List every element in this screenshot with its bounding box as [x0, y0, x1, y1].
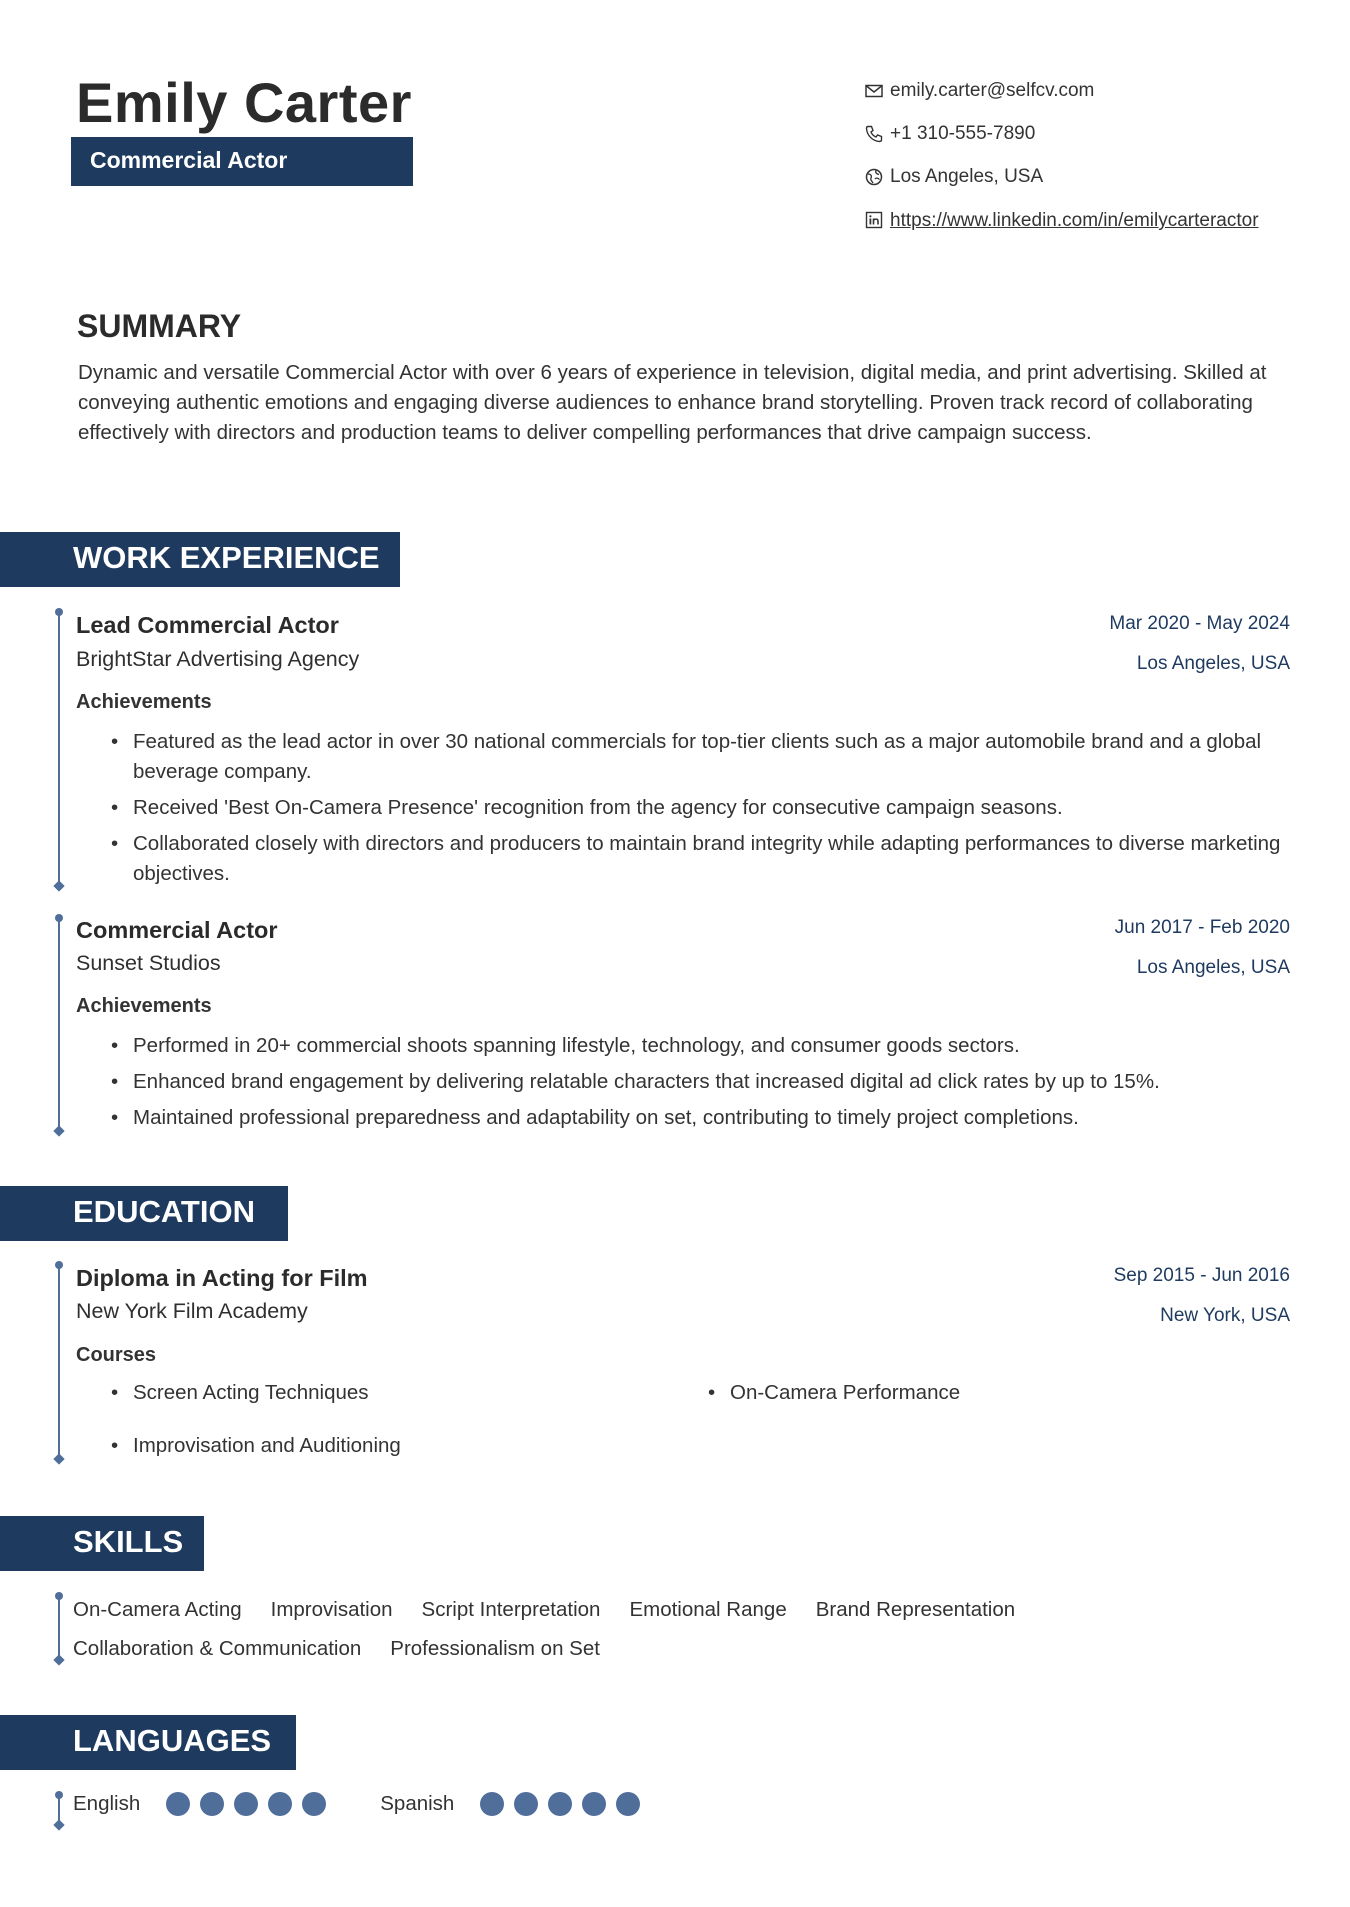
education-location: New York, USA [1160, 1305, 1290, 1326]
education-heading: EDUCATION [0, 1186, 288, 1241]
contact-linkedin[interactable] [864, 207, 1294, 236]
language-level-spanish [480, 1792, 650, 1816]
proficiency-dot [268, 1792, 292, 1816]
job-dates: Jun 2017 - Feb 2020 [1114, 917, 1290, 938]
contact-location [864, 164, 1294, 190]
job-company: BrightStar Advertising Agency [76, 647, 360, 671]
list-item: • Received 'Best On-Camera Presence' recognition from the agency for consecutive campaign seasons. [133, 793, 1293, 823]
list-item: • Maintained professional preparedness and adaptability on set, contributing to timely project completions. [133, 1103, 1293, 1133]
proficiency-dot [234, 1792, 258, 1816]
degree-title: Diploma in Acting for Film [76, 1265, 368, 1291]
contact-email [864, 78, 1294, 104]
skill-item: Script Interpretation [421, 1598, 601, 1621]
summary-heading: SUMMARY [77, 308, 242, 344]
timeline-line [58, 1596, 60, 1660]
phone-icon [864, 124, 884, 144]
job-location: Los Angeles, USA [1136, 957, 1290, 978]
skills-list [73, 1595, 1273, 1673]
proficiency-dot [302, 1792, 326, 1816]
timeline-line [58, 612, 60, 886]
contact-phone [864, 121, 1294, 147]
skill-item: On-Camera Acting [73, 1598, 242, 1621]
skill-item: Collaboration & Communication [73, 1637, 362, 1660]
email-text: emily.carter@selfcv.com [890, 80, 1095, 101]
job-role: Commercial Actor [76, 917, 278, 943]
summary-text: Dynamic and versatile Commercial Actor with over 6 years of experience in television, digital media, and print advertising. Skilled at conveying authentic emotions and engaging diverse audiences to enhance brand storytelling. Proven track record of collaborating effectively with directors and production teams to deliver compelling performances that drive campaign success. [78, 361, 1267, 444]
work-experience-heading: WORK EXPERIENCE [0, 532, 400, 587]
location-text: Los Angeles, USA [890, 166, 1044, 187]
list-item: • Collaborated closely with directors and producers to maintain brand integrity while adapting performances to diverse marketing objectives. [133, 829, 1293, 889]
achievements-list [133, 727, 1293, 895]
skill-item: Professionalism on Set [390, 1637, 600, 1660]
proficiency-dot [480, 1792, 504, 1816]
achievements-label: Achievements [76, 691, 212, 713]
linkedin-icon [864, 210, 884, 230]
globe-icon [864, 167, 884, 187]
achievements-list [133, 1031, 1293, 1139]
achievements-label: Achievements [76, 995, 212, 1017]
job-title-badge: Commercial Actor [71, 137, 413, 186]
language-name: Spanish [380, 1792, 455, 1815]
proficiency-dot [166, 1792, 190, 1816]
job-location: Los Angeles, USA [1136, 653, 1290, 674]
linkedin-link[interactable]: https://www.linkedin.com/in/emilycarteractor [890, 210, 1259, 231]
proficiency-dot [548, 1792, 572, 1816]
timeline-line [58, 918, 60, 1131]
proficiency-dot [582, 1792, 606, 1816]
list-item: • Enhanced brand engagement by delivering relatable characters that increased digital ad click rates by up to 15%. [133, 1067, 1293, 1097]
list-item: • Featured as the lead actor in over 30 national commercials for top-tier clients such as a major automobile brand and a global beverage company. [133, 727, 1293, 787]
languages-list [73, 1792, 694, 1816]
course-item: • Improvisation and Auditioning [133, 1434, 401, 1458]
proficiency-dot [200, 1792, 224, 1816]
contact-info [864, 78, 1294, 253]
job-company: Sunset Studios [76, 951, 221, 975]
skills-heading: SKILLS [0, 1516, 204, 1571]
timeline-line [58, 1265, 60, 1459]
mail-icon [864, 81, 884, 101]
proficiency-dot [616, 1792, 640, 1816]
list-item: • Performed in 20+ commercial shoots spanning lifestyle, technology, and consumer goods sectors. [133, 1031, 1293, 1061]
skill-item: Brand Representation [815, 1598, 1016, 1621]
timeline-line [58, 1795, 60, 1825]
skill-item: Improvisation [270, 1598, 393, 1621]
course-item: • Screen Acting Techniques [133, 1381, 369, 1405]
language-level-english [166, 1792, 336, 1816]
resume-header [0, 0, 1350, 280]
proficiency-dot [514, 1792, 538, 1816]
skill-item: Emotional Range [629, 1598, 787, 1621]
candidate-name: Emily Carter [76, 71, 412, 134]
school-name: New York Film Academy [76, 1299, 308, 1323]
job-role: Lead Commercial Actor [76, 612, 339, 638]
languages-heading: LANGUAGES [0, 1715, 296, 1770]
phone-text: +1 310-555-7890 [890, 123, 1036, 144]
education-dates: Sep 2015 - Jun 2016 [1113, 1265, 1290, 1286]
job-dates: Mar 2020 - May 2024 [1109, 613, 1290, 634]
language-name: English [73, 1792, 141, 1815]
course-item: • On-Camera Performance [730, 1381, 960, 1405]
courses-label: Courses [76, 1344, 157, 1366]
